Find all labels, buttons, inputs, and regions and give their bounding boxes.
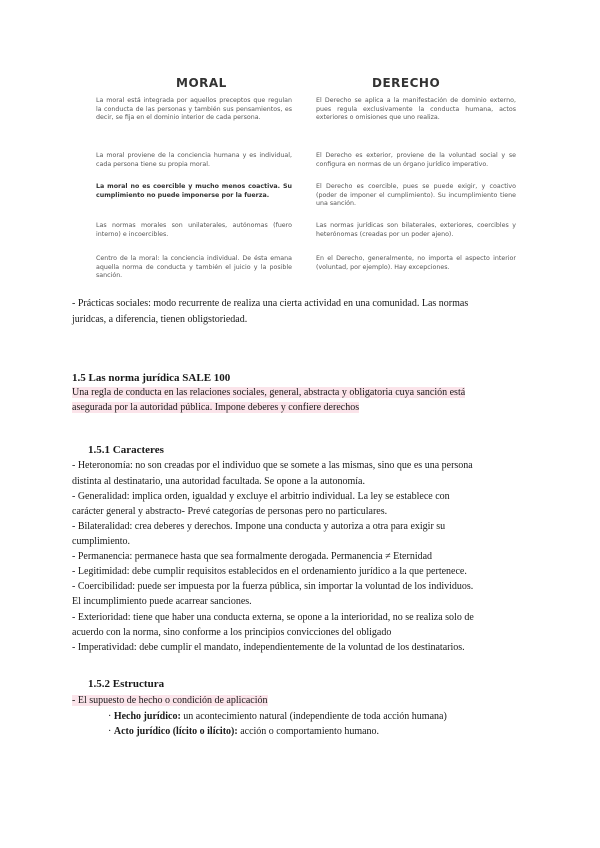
section-title-1-5-1: 1.5.1 Caracteres (88, 444, 164, 456)
caracter-line: - Permanencia: permanece hasta que sea formalmente derogada. Permanencia ≠ Eternidad (72, 551, 433, 562)
practicas-line-2: juridcas, a diferencia, tienen obligstoriedad. (72, 314, 248, 325)
bullet-icon: · (108, 726, 114, 737)
derecho-cell: En el Derecho, generalmente, no importa el aspecto interior (voluntad, por ejemplo). Hay excepciones. (316, 255, 516, 271)
comparison-row (96, 97, 516, 123)
caracter-line: - Legitimidad: debe cumplir requisitos establecidos en el ordenamiento jurídico a la que pertenece. (72, 566, 467, 577)
comparison-row (96, 152, 516, 169)
moral-cell: Centro de la moral: la conciencia individual. De ésta emana aquella norma de conducta y también el juicio y la posible sanción. (96, 255, 292, 280)
subitem-text: un acontecimiento natural (independiente de toda acción humana) (180, 711, 447, 722)
subitem-text: acción o comportamiento humano. (237, 726, 380, 737)
section-title-1-5-2: 1.5.2 Estructura (88, 678, 165, 690)
estructura-item-1: - El supuesto de hecho o condición de aplicación (72, 695, 268, 706)
section-title-1-5: 1.5 Las norma jurídica SALE 100 (72, 372, 231, 384)
comparison-row (96, 222, 516, 239)
bullet-icon: · (108, 711, 114, 722)
derecho-cell: El Derecho es coercible, pues se puede exigir, y coactivo (poder de imponer el cumplimiento). Su incumplimiento tiene una sanción. (316, 183, 516, 208)
derecho-cell: El Derecho se aplica a la manifestación de dominio externo, pues regula exclusivamente la conducta humana, actos exteriores o omisiones que uno realiza. (316, 97, 516, 122)
estructura-subitem-2 (108, 725, 379, 739)
comparison-row (96, 183, 516, 209)
definition-line-2: asegurada por la autoridad pública. Impone deberes y confiere derechos (72, 402, 360, 413)
caracter-line: El incumplimiento puede acarrear sanciones. (72, 596, 252, 607)
comparison-row (96, 255, 516, 281)
subitem-label: Acto jurídico (lícito o ilícito): (113, 726, 238, 737)
moral-cell: Las normas morales son unilaterales, autónomas (fuero interno) e incoercibles. (96, 222, 292, 238)
caracter-line: cumplimiento. (72, 536, 131, 547)
caracter-line: - Heteronomía: no son creadas por el individuo que se somete a las mismas, sino que es una persona (72, 460, 473, 471)
column-header-derecho: DERECHO (372, 76, 441, 90)
caracter-line: - Imperatividad: debe cumplir el mandato, independientemente de la voluntad de los destinatarios. (72, 642, 465, 653)
derecho-cell: El Derecho es exterior, proviene de la voluntad social y se configura en normas de un órgano jurídico imperativo. (316, 152, 516, 168)
caracter-line: - Generalidad: implica orden, igualdad y excluye el arbitrio individual. La ley se establece con (72, 491, 450, 502)
caracter-line: - Coercibilidad: puede ser impuesta por la fuerza pública, sin importar la voluntad de los individuos. (72, 581, 474, 592)
moral-cell: La moral no es coercible y mucho menos coactiva. Su cumplimiento no puede imponerse por la fuerza. (96, 183, 292, 199)
estructura-subitem-1 (108, 710, 447, 724)
moral-cell: La moral proviene de la conciencia humana y es individual, cada persona tiene su propia moral. (96, 152, 292, 168)
caracter-line: - Bilateralidad: crea deberes y derechos. Impone una conducta y autoriza a otra para exigir su (72, 521, 446, 532)
caracter-line: acuerdo con la norma, sino conforme a los principios convicciones del obligado (72, 627, 392, 638)
practicas-line-1: - Prácticas sociales: modo recurrente de realiza una cierta actividad en una comunidad. Las normas (72, 298, 469, 309)
comparison-header (96, 72, 516, 90)
caracter-line: - Exterioridad: tiene que haber una conducta externa, se opone a la interioridad, no se realiza solo de (72, 612, 474, 623)
moral-cell: La moral está integrada por aquellos preceptos que regulan la conducta de las personas y también sus pensamientos, es decir, se fija en el dominio interior de cada persona. (96, 97, 292, 122)
subitem-label: Hecho jurídico: (113, 711, 181, 722)
comparison-table (96, 72, 516, 280)
caracter-line: distinta al destinatario, una autoridad facultada. Se opone a la autonomía. (72, 476, 365, 487)
derecho-cell: Las normas jurídicas son bilaterales, exteriores, coercibles y heterónomas (creadas por un poder ajeno). (316, 222, 516, 238)
column-header-moral: MORAL (176, 76, 227, 90)
definition-line-1: Una regla de conducta en las relaciones sociales, general, abstracta y obligatoria cuya sanción está (72, 387, 466, 398)
caracter-line: carácter general y abstracto- Prevé categorías de personas pero no particulares. (72, 506, 388, 517)
